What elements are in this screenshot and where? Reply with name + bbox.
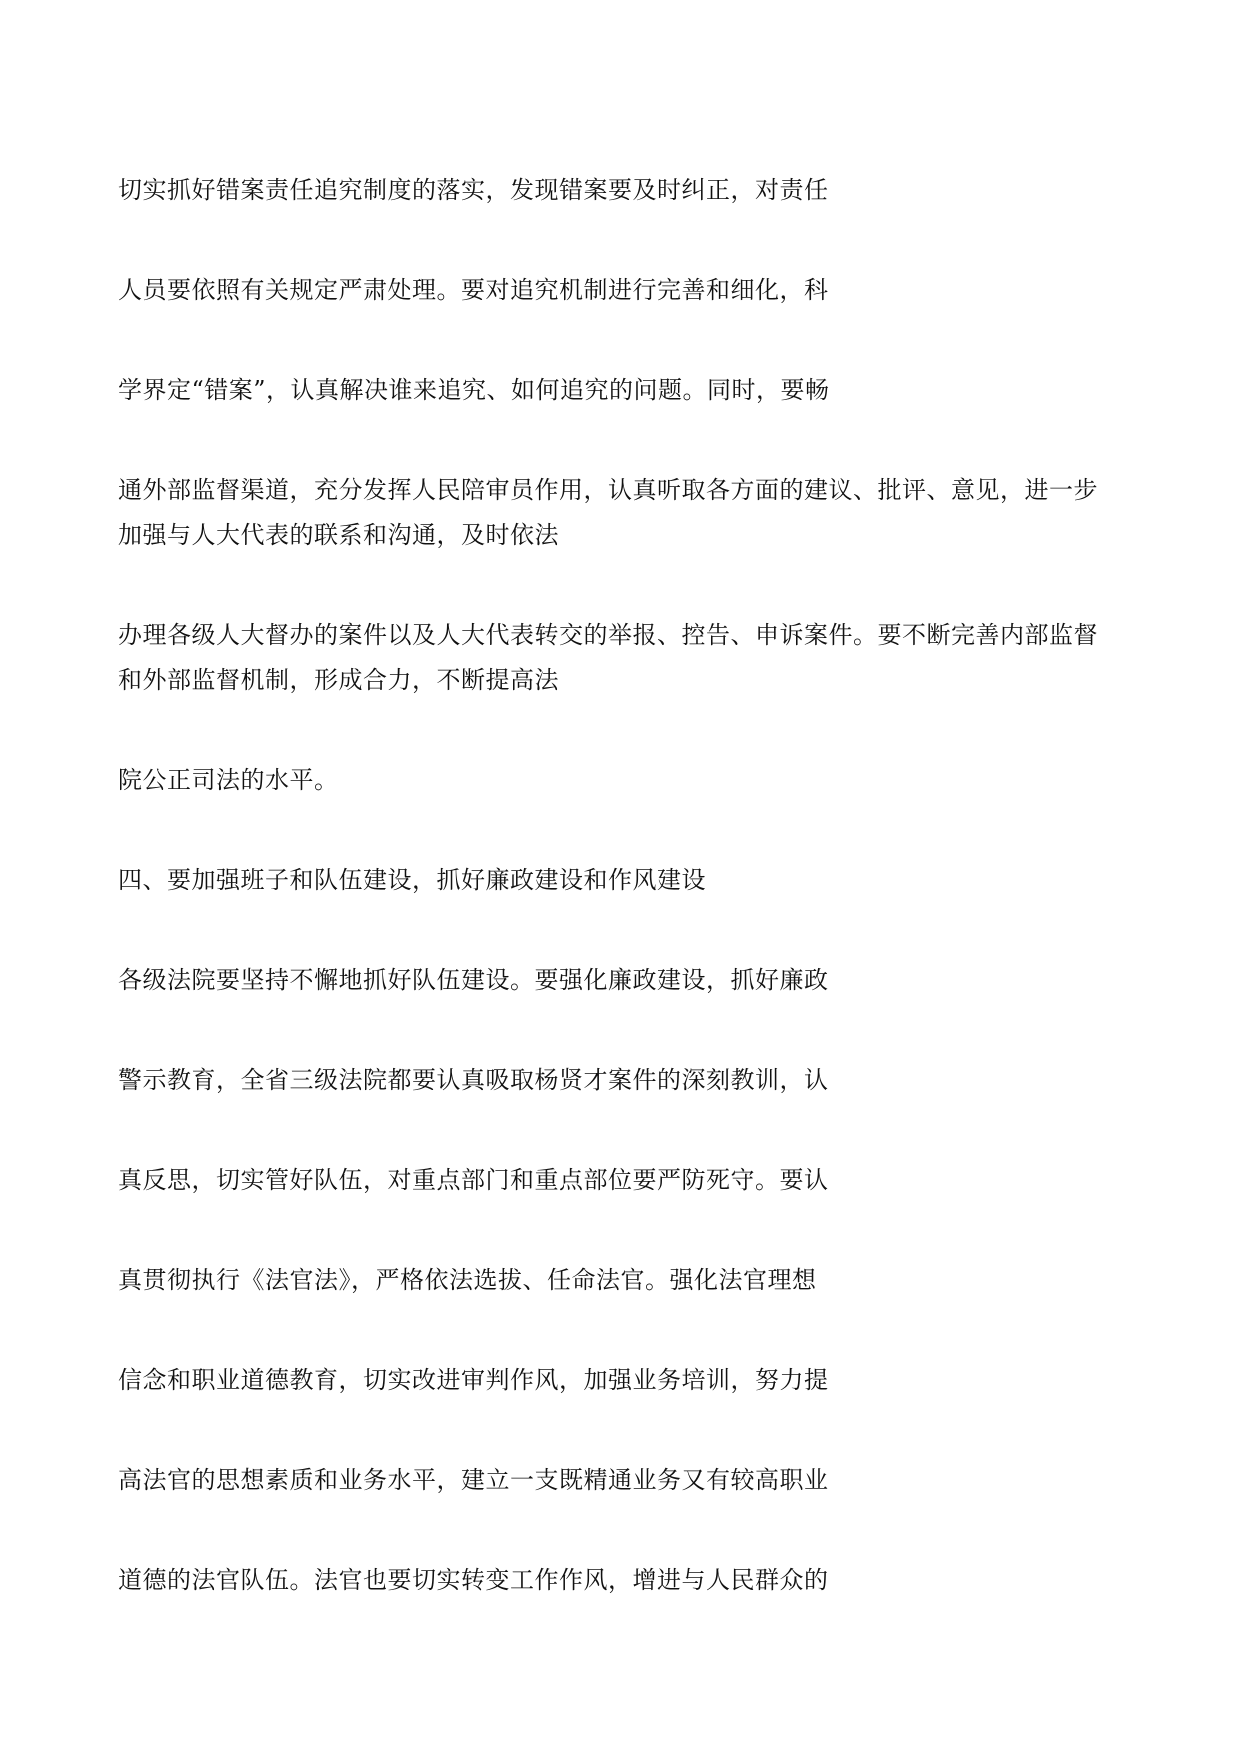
text-line: 各级法院要坚持不懈地抓好队伍建设。要强化廉政建设，抓好廉政 [118,966,829,994]
text-line: 道德的法官队伍。法官也要切实转变工作作风，增进与人民群众的 [118,1566,829,1594]
text-line: 警示教育，全省三级法院都要认真吸取杨贤才案件的深刻教训，认 [118,1066,829,1094]
text-line: 和外部监督机制，形成合力，不断提高法 [118,666,559,694]
text-line: 人员要依照有关规定严肃处理。要对追究机制进行完善和细化，科 [118,276,829,304]
text-line: 真反思，切实管好队伍，对重点部门和重点部位要严防死守。要认 [118,1166,829,1194]
text-line: 办理各级人大督办的案件以及人大代表转交的举报、控告、申诉案件。要不断完善内部监督 [118,621,1098,649]
text-line: 切实抓好错案责任追究制度的落实，发现错案要及时纠正，对责任 [118,176,829,204]
text-line: 高法官的思想素质和业务水平，建立一支既精通业务又有较高职业 [118,1466,829,1494]
text-line: 加强与人大代表的联系和沟通，及时依法 [118,521,559,549]
text-line: 院公正司法的水平。 [118,766,339,794]
section-heading: 四、要加强班子和队伍建设，抓好廉政建设和作风建设 [118,866,706,894]
text-line: 通外部监督渠道，充分发挥人民陪审员作用，认真听取各方面的建议、批评、意见，进一步 [118,476,1098,504]
text-line: 真贯彻执行《法官法》，严格依法选拔、任命法官。强化法官理想 [118,1266,817,1294]
text-line: 学界定“错案”，认真解决谁来追究、如何追究的问题。同时，要畅 [118,376,830,404]
text-line: 信念和职业道德教育，切实改进审判作风，加强业务培训，努力提 [118,1366,829,1394]
